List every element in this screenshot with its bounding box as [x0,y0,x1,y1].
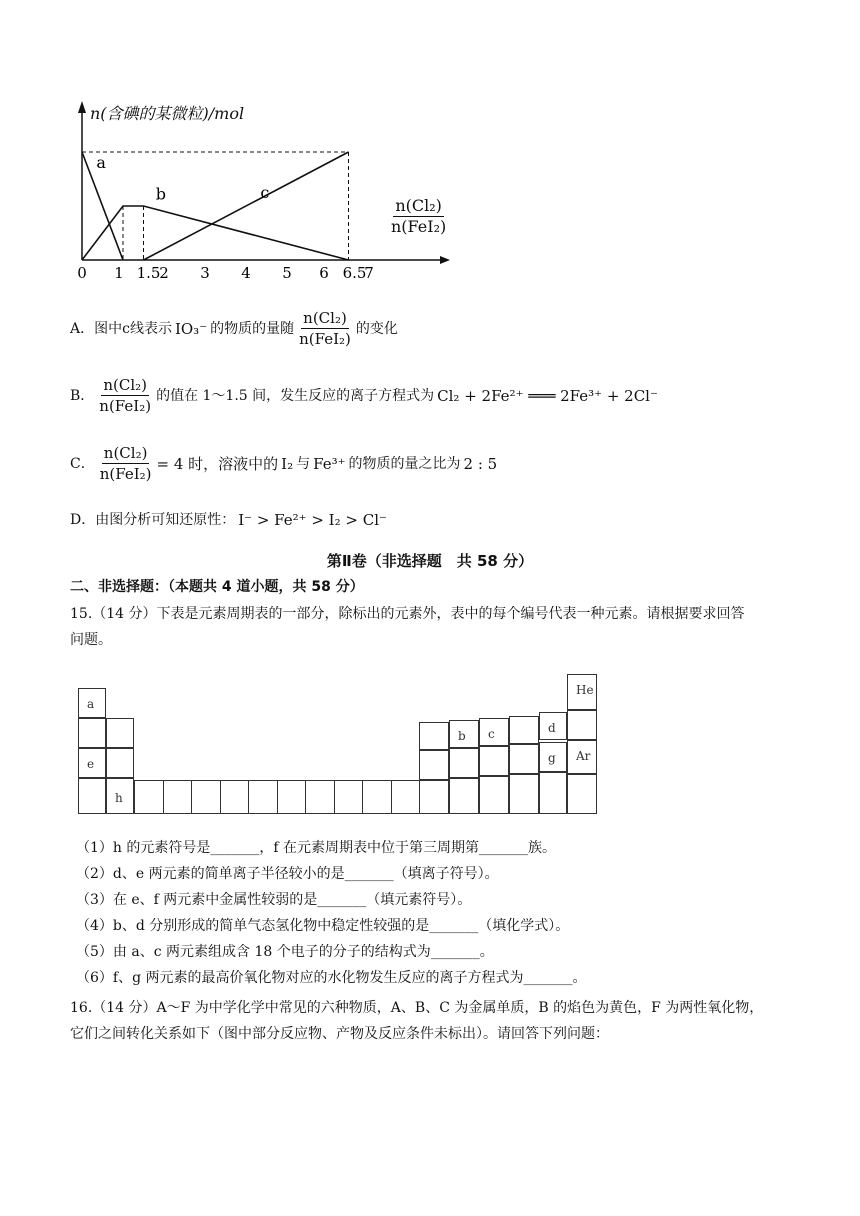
cell-label-g: g [548,751,556,765]
table-cell [106,748,134,778]
chart-xlabel-num: n(Cl₂) [395,196,442,215]
frac-den: n(FeI₂) [99,465,152,483]
periodic-table [78,670,608,820]
table-cell [539,742,567,772]
cell-label-d: d [548,721,556,735]
option-c-s2: Fe³⁺ [313,454,346,473]
chart-ylabel: n(含碘的某微粒)/mol [90,104,245,123]
frac-num: n(Cl₂) [103,376,148,394]
option-a-species: IO₃⁻ [174,319,208,338]
frac-num: n(Cl₂) [303,309,347,327]
table-cell [509,716,539,744]
option-b-mid: 的值在 1～1.5 间，发生反应的离子方程式为 [156,387,435,404]
q15-sub4: （4）b、d 分别形成的简单气态氢化物中稳定性较强的是_______（填化学式）。 [76,918,570,934]
tick-label: 2 [159,264,169,282]
part2-header: 二、非选择题：（本题共 4 道小题，共 58 分） [70,579,364,595]
frac-num: n(Cl₂) [103,444,148,462]
table-cell [78,748,106,778]
cell-label-he: He [576,683,594,697]
option-d-equation: I⁻ > Fe²⁺ > I₂ > Cl⁻ [238,511,387,529]
option-c [70,443,497,484]
table-cell [539,772,567,814]
q15-sub5: （5）由 a、c 两元素组成含 18 个电子的分子的结构式为_______。 [76,944,494,960]
option-c-pre: C． [70,455,95,472]
frac-den: n(FeI₂) [99,397,152,415]
option-b-pre: B． [70,387,95,404]
option-b [70,375,658,416]
table-cell [334,780,364,814]
series-label-c: c [260,182,270,202]
table-cell [220,780,250,814]
table-cell [509,744,539,774]
q15-sub2: （2）d、e 两元素的简单离子半径较小的是_______（填离子符号）。 [76,866,499,882]
table-cell [106,718,134,748]
cell-label-b: b [458,729,466,743]
series-label-a: a [96,153,106,173]
option-c-and: 与 [296,455,311,472]
option-c-post: 的物质的量之比为 [348,455,461,472]
chart-xlabel [386,196,451,237]
option-c-ratio: 2 : 5 [463,454,498,473]
q16-line1: 16.（14 分）A～F 为中学化学中常见的六种物质，A、B、C 为金属单质，B 的焰色为黄色，F 为两性氧化物， [70,1000,764,1016]
table-cell [479,776,509,814]
y-axis-arrow [78,101,86,113]
table-cell [248,780,278,814]
cell-label-h: h [115,791,123,805]
q16-line2: 它们之间转化关系如下（图中部分反应物、产物及反应条件未标出）。请回答下列问题： [70,1026,609,1042]
table-cell [567,740,597,774]
option-c-s1: I₂ [281,454,294,473]
table-cell [449,778,479,814]
series-line-c [144,152,349,260]
table-cell [509,774,539,814]
tick-label: 1 [114,264,124,282]
table-cell [191,780,221,814]
series-line-b [82,206,349,260]
option-b-equation: Cl₂ + 2Fe²⁺ ═══ 2Fe³⁺ + 2Cl⁻ [437,386,658,405]
table-cell [78,778,106,814]
table-cell [163,780,193,814]
q15-sub6: （6）f、g 两元素的最高价氧化物对应的水化物发生反应的离子方程式为_______。 [76,970,587,986]
table-cell [479,718,509,746]
table-cell [567,674,597,710]
q15-sub3: （3）在 e、f 两元素中金属性较弱的是_______（填元素符号）。 [76,892,472,908]
tick-label: 7 [364,264,374,282]
table-cell [78,688,106,718]
table-cell [567,774,597,814]
table-cell [277,780,307,814]
chart-xlabel-den: n(FeI₂) [391,217,447,236]
table-cell [419,750,449,780]
cell-label-e: e [87,757,95,771]
table-cell [539,712,567,740]
table-cell [362,780,392,814]
q15-intro-line1: 15.（14 分）下表是元素周期表的一部分，除标出的元素外，表中的每个编号代表一种元素。请根据要求回答 [70,606,745,622]
option-a-tail: 的变化 [355,320,398,337]
table-cell [419,722,449,750]
tick-label: 3 [200,264,210,282]
series-label-b: b [155,184,167,204]
table-cell [391,780,421,814]
option-c-mid: = 4 时，溶液中的 [156,454,279,473]
tick-label: 6.5 [342,264,367,282]
iodine-chart [60,95,480,295]
tick-label: 6 [319,264,329,282]
table-cell [106,778,134,814]
option-d-pre: D．由图分析可知还原性： [70,512,236,528]
tick-label: 5 [282,264,292,282]
table-cell [449,748,479,778]
table-cell [419,780,449,814]
table-cell [134,780,164,814]
x-axis-arrow [440,256,450,264]
option-d [70,510,387,530]
tick-label: 1.5 [136,264,161,282]
option-a-post: 的物质的量随 [210,320,295,337]
tick-label: 0 [77,264,87,282]
table-cell [479,746,509,776]
table-cell [78,718,106,748]
cell-label-ar: Ar [576,749,591,763]
table-cell [305,780,335,814]
tick-label: 4 [241,264,251,282]
table-cell [449,720,479,748]
option-a-pre: A．图中c线表示 [70,320,172,337]
cell-label-a: a [87,697,95,711]
option-a [70,308,398,349]
frac-den: n(FeI₂) [299,330,351,348]
section2-title: 第Ⅱ卷（非选择题 共 58 分） [326,552,534,570]
table-cell [567,710,597,740]
q15-intro-line2: 问题。 [70,632,112,648]
q15-sub1: （1）h 的元素符号是_______，f 在元素周期表中位于第三周期第_______族。 [76,840,557,856]
cell-label-c: c [488,727,495,741]
